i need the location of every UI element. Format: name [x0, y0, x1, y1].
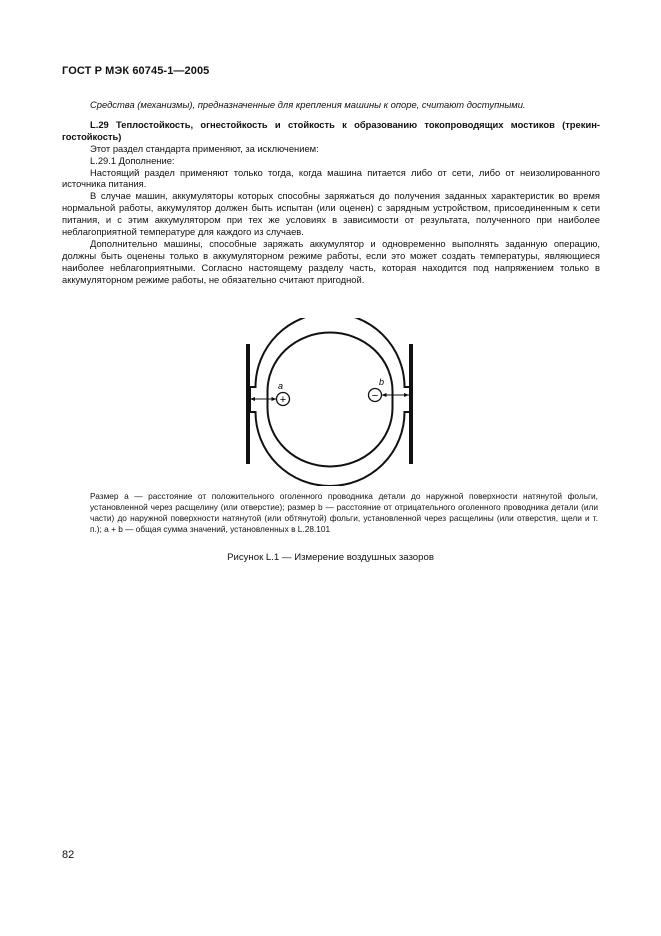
figure-caption: Размер a — расстояние от положительного оголенного проводника детали до наружной поверхности натянутой фольги, установленной через расщелину (или отверстие); размер b — расстояние от отрицательного оголенного проводника детали (или части) до наружной поверхности натянутой (или обтянутой) фольги, установленной через расщелины (или отверстия, щели и т. п.); a + b — общая сумма значений, установленных в L.28.101 [90, 491, 598, 534]
plus-symbol: + [279, 394, 287, 406]
paragraph-scope: Настоящий раздел применяют только тогда, когда машина питается либо от сети, либо от неизолированного источника питания. [62, 166, 600, 190]
paragraph-charging: Дополнительно машины, способные заряжать аккумулятор и одновременно выполнять заданную операцию, должны быть оценены только в аккумуляторном режиме работы, если это может создать температуры, являющиеся наиболее неблагоприятными. Согласно настоящему разделу часть, которая находится под напряжением только в аккумуляторном режиме работы, не обязательно считают пригодной. [62, 237, 600, 285]
figure-l1-diagram [236, 318, 436, 486]
section-heading-line2: гостойкость) [62, 130, 122, 142]
minus-symbol: − [371, 390, 379, 402]
label-b: b [379, 377, 385, 387]
intro-italic-paragraph: Средства (механизмы), предназначенные для крепления машины к опоре, считают доступными. [90, 99, 526, 110]
page-number: 82 [62, 849, 75, 861]
dimension-b-arrow-right [404, 393, 409, 397]
section-heading-line1: L.29 Теплостойкость, огнестойкость и стойкость к образованию токопроводящих мостиков (трекин- [90, 118, 600, 130]
body-text [62, 99, 600, 286]
paragraph-addition: L.29.1 Дополнение: [90, 154, 175, 166]
label-a: a [278, 381, 284, 391]
paragraph-exception: Этот раздел стандарта применяют, за исключением: [90, 142, 319, 154]
document-code: ГОСТ Р МЭК 60745-1—2005 [62, 65, 210, 77]
figure-title: Рисунок L.1 — Измерение воздушных зазоров [227, 552, 434, 563]
paragraph-batteries: В случае машин, аккумуляторы которых способны заряжаться до получения заданных характеристик во время нормальной работы, аккумулятор должен быть испытан (или оценен) с зарядным устройством, присоединенным к сети питания, и с этим аккумулятором при тех же условиях в зависимости от результата, полученного при наиболее неблагоприятной температуре для каждого из случаев. [62, 190, 600, 238]
